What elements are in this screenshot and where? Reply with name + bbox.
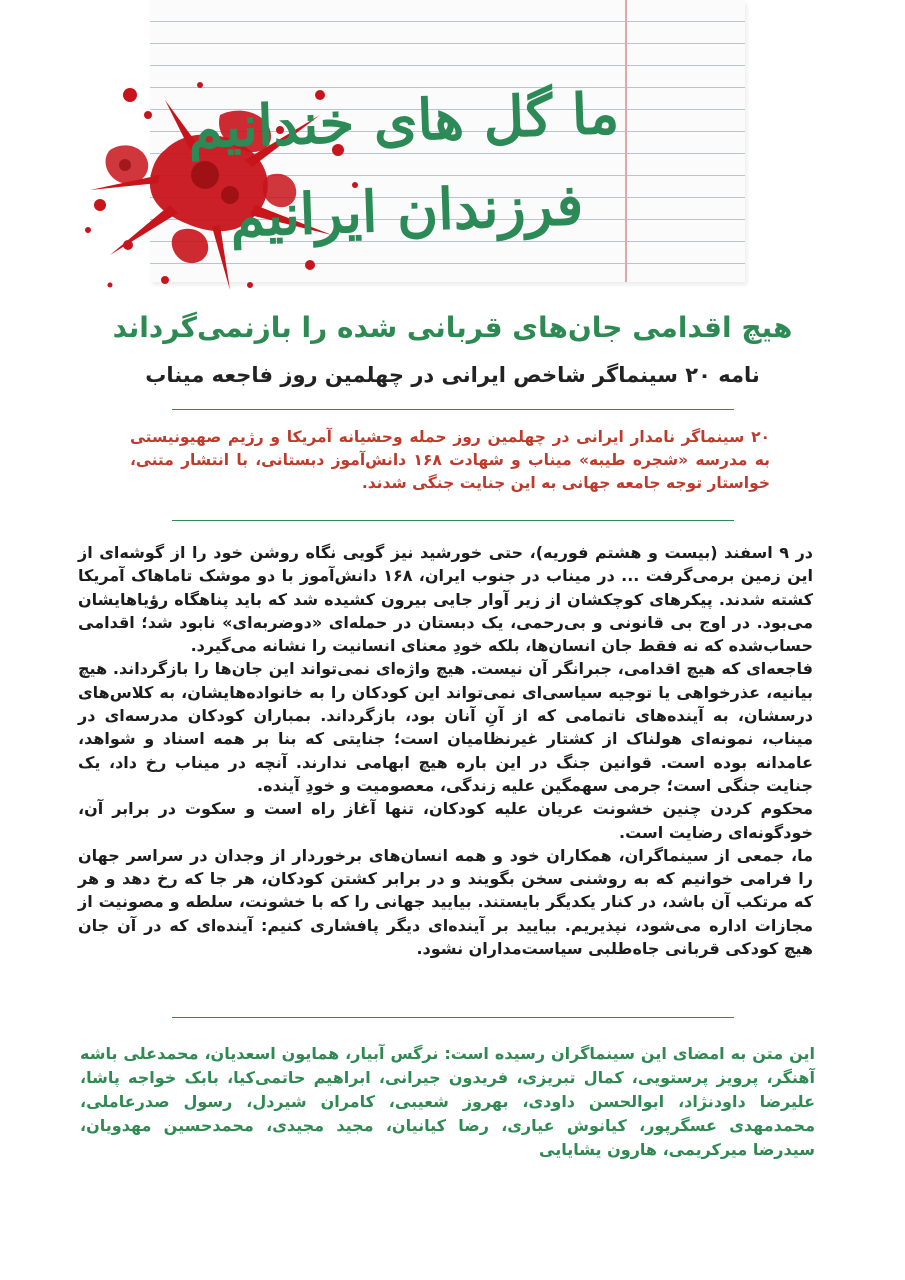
divider-middle — [172, 520, 734, 521]
letter-body — [78, 541, 813, 960]
divider-top — [172, 409, 734, 410]
handwritten-title-line-1: ما گل های خندانیم — [186, 80, 621, 162]
body-paragraph: فاجعه‌ای که هیچ اقدامی، جبرانگر آن نیست. هیچ واژه‌ای نمی‌تواند این جان‌ها را بازگرداند. هیچ بیانیه، عذرخواهی یا توجیه سیاسی‌ای نمی‌تواند این کودکان را به خانواده‌هایشان، به کلاس‌های درسشان، به آینده‌های ناتمامی که از آنِ آنان بود، بازگرداند. بمباران کودکان مدرسه‌ای در میناب، نمونه‌ای هولناک از کشتار غیرنظامیان است؛ جنایتی که بنا بر همه اسناد و شواهد، عامدانه بوده است. قوانین جنگ در این باره هیچ ابهامی ندارند. آنچه در میناب رخ داد، یک جنایت جنگی است؛ جرمی سهمگین علیه زندگی، معصومیت و خودِ آینده. — [78, 659, 813, 795]
lead-paragraph: ۲۰ سینماگر نامدار ایرانی در چهلمین روز حمله وحشیانه آمریکا و رژیم صهیونیستی به مدرسه «شجره طیبه» میناب و شهادت ۱۶۸ دانش‌آموز دبستانی، با انتشار متنی، خواستار توجه جامعه جهانی به این جنایت جنگی شدند. — [130, 428, 770, 492]
signatories-list: این متن به امضای این سینماگران رسیده است: نرگس آبیار، همایون اسعدیان، محمدعلی باشه آهنگر، پرویز پرستویی، کمال تبریزی، فریدون جیرانی، ابراهیم حاتمی‌کیا، بابک خواجه پاشا، علیرضا داودنژاد، ابوالحسن داودی، بهروز شعیبی، کامران شیردل، رسول صدرعاملی، محمدمهدی عسگرپور، کیانوش عیاری، رضا کیانیان، مجید مجیدی، محمدحسین مهدویان، سیدرضا میرکریمی، هارون یشایایی — [80, 1044, 815, 1159]
handwritten-title — [122, 66, 688, 265]
body-paragraph: محکوم کردن چنین خشونت عریان علیه کودکان، تنها آغاز راه است و سکوت در برابر آن، خودگونه‌ای رضایت است. — [78, 799, 813, 842]
handwritten-title-line-2: فرزندان ایرانیم — [228, 171, 585, 251]
sub-headline: نامه ۲۰ سینماگر شاخص ایرانی در چهلمین روز فاجعه میناب — [145, 363, 760, 387]
body-paragraph: ما، جمعی از سینماگران، همکاران خود و همه انسان‌های برخوردار از وجدان در سراسر جهان را فرامی خوانیم که به روشنی سخن بگویند و در برابر کشتن کودکان، هر جا که رخ دهد و هر که مرتکب آن باشد، در کنار یکدیگر بایستند. بیایید جهانی را که با خشونت، سلطه و مصونیت از مجازات اداره می‌شود، نپذیریم. بیایید بر آینده‌ای دیگر پافشاری کنیم: آینده‌ای که در آن جان هیچ کودکی قربانی جاه‌طلبی سیاست‌مداران نشود. — [78, 845, 813, 959]
header-illustration — [0, 0, 905, 300]
body-paragraph: در ۹ اسفند (بیست و هشتم فوریه)، حتی خورشید نیز گویی نگاه روشن خود را از گوشه‌ای از این زمین برمی‌گرفت ... در میناب در جنوب ایران، ۱۶۸ دانش‌آموز با دو موشک تاماهاک آمریکا کشته شدند. پیکرهای کوچکشان از زیر آوار جایی بیرون کشیده شد که باید پناهگاه رؤیاهایشان می‌بود. در اوج بی قانونی و بی‌رحمی، یک دبستان در حمله‌ای «دوضربه‌ای» نابود شد؛ اقدامی حساب‌شده که نه فقط جان انسان‌ها، بلکه خودِ معنای انسانیت را نشانه می‌گیرد. — [78, 543, 814, 656]
divider-bottom — [172, 1017, 734, 1018]
main-headline: هیچ اقدامی جان‌های قربانی شده را بازنمی‌گرداند — [112, 311, 793, 344]
